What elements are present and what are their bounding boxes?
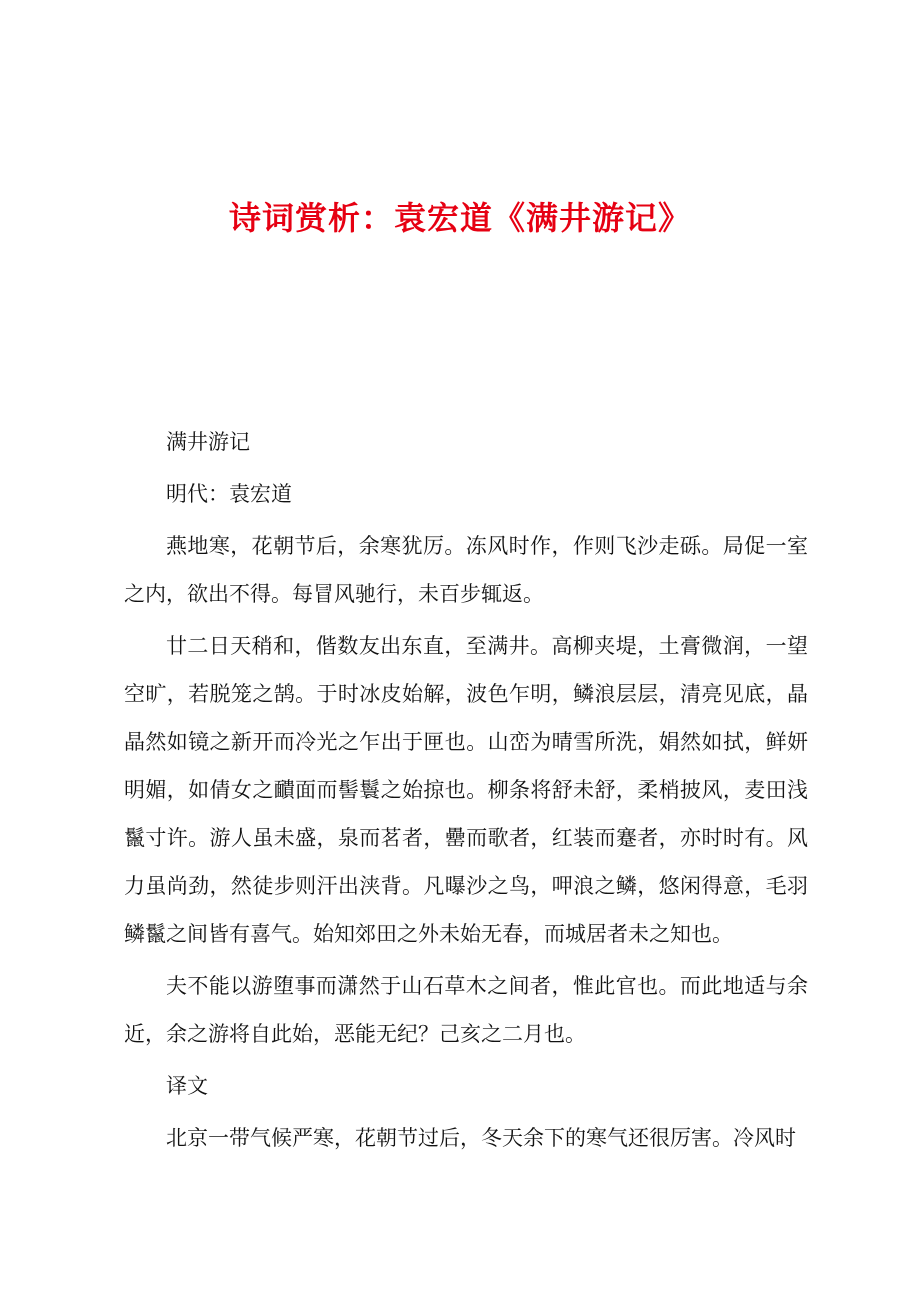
document-body (124, 418, 808, 1162)
paragraph-2: 廿二日天稍和，偕数友出东直，至满井。高柳夹堤，土膏微润，一望空旷，若脱笼之鹄。于时冰皮始解，波色乍明，鳞浪层层，清亮见底，晶晶然如镜之新开而冷光之乍出于匣也。山峦为晴雪所洗，娟然如拭，鲜妍明媚，如倩女之靧面而髻鬟之始掠也。柳条将舒未舒，柔梢披风，麦田浅鬣寸许。游人虽未盛，泉而茗者，罍而歌者，红装而蹇者，亦时时有。风力虽尚劲，然徒步则汗出浃背。凡曝沙之鸟，呷浪之鳞，悠闲得意，毛羽鳞鬣之间皆有喜气。始知郊田之外未始无春，而城居者未之知也。 (124, 634, 808, 946)
author-line: 明代：袁宏道 (166, 482, 292, 506)
poem-heading: 满井游记 (166, 430, 250, 454)
translation-label: 译文 (166, 1074, 208, 1098)
paragraph-3: 夫不能以游堕事而潇然于山石草木之间者，惟此官也。而此地适与余近，余之游将自此始，恶能无纪？己亥之二月也。 (124, 974, 808, 1046)
translation-paragraph: 北京一带气候严寒，花朝节过后，冬天余下的寒气还很厉害。冷风时 (166, 1126, 796, 1150)
paragraph-1: 燕地寒，花朝节后，余寒犹厉。冻风时作，作则飞沙走砾。局促一室之内，欲出不得。每冒风驰行，未百步辄返。 (124, 534, 808, 606)
document-title: 诗词赏析：袁宏道《满井游记》 (228, 199, 691, 237)
